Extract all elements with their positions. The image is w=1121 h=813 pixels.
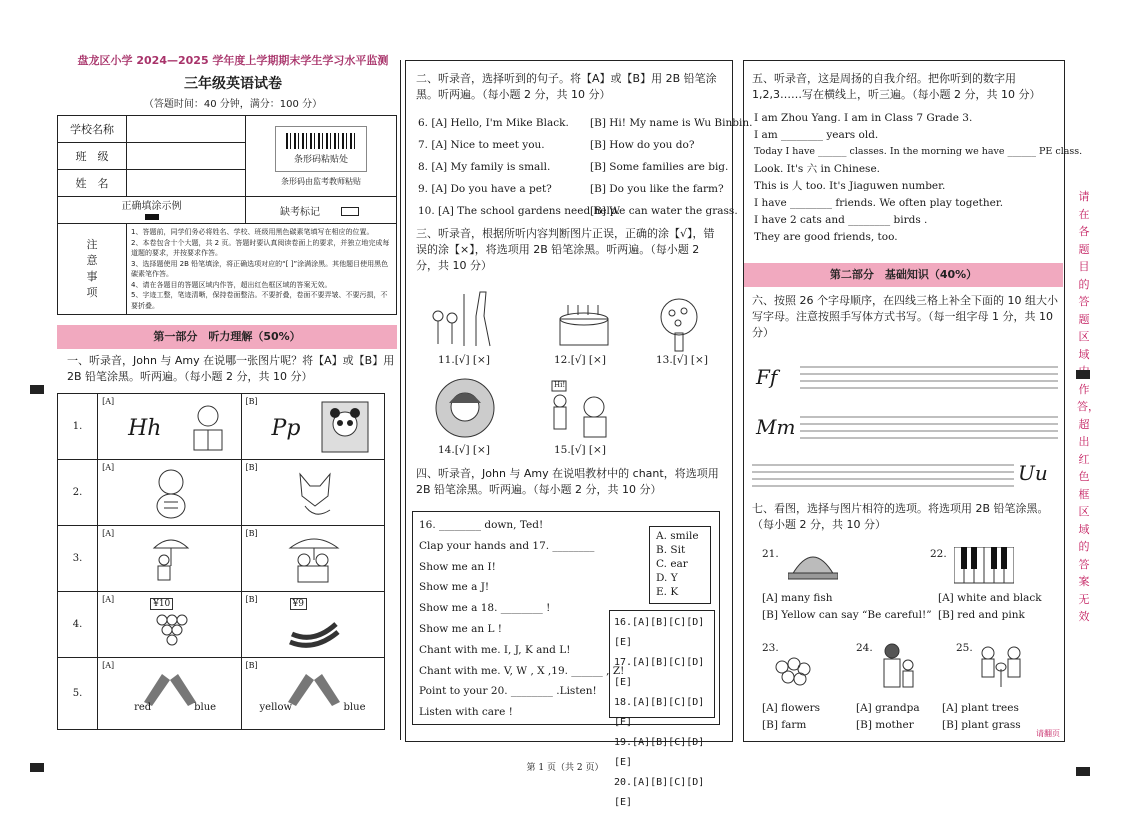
birthday-cake-icon [554,301,614,351]
four-line-grid [752,361,1058,491]
q-number: 22. [930,548,947,560]
opt-b-label: [B] [245,595,258,604]
option: B. Sit [656,544,686,556]
q-number: 21. [762,548,779,560]
price-tag: ¥9 [290,598,307,610]
option-b[interactable]: [B] We can water the grass. [590,205,738,217]
fill-example-label: 正确填涂示例 [121,201,182,212]
filled-box-icon [145,214,159,220]
letter-card: Hh [128,416,162,441]
option: A. smile [656,530,699,542]
notes-label: 注意事项 [86,238,98,299]
name-field[interactable] [127,170,246,197]
q-number: 24. [856,642,873,654]
boy-with-gift-icon [186,402,231,454]
left-column-border [400,60,401,740]
option-a[interactable]: [A] flowers [762,702,821,714]
color-word: blue [194,702,217,713]
q5-text [754,111,1083,247]
barcode-box [275,126,367,172]
q3-item [554,353,606,367]
option-a-cell[interactable] [98,592,241,658]
answer-row[interactable]: 17.[A][B][C][D][E] [614,657,705,688]
notes-list [127,224,397,315]
chant-line: Point to your 20. ________ .Listen! [419,685,597,698]
opt-b-label: [B] [245,463,258,472]
color-word: red [134,702,152,713]
q-number: 7. [418,139,429,151]
q2-item [418,204,738,226]
subject-title: 三年级英语试卷 [184,76,282,92]
left-column [57,115,397,735]
school-field[interactable] [127,116,246,143]
panda-icon [320,400,370,454]
kids-giraffe-icon [428,286,498,354]
part1-banner: 第一部分 听力理解（50%） [57,325,397,349]
fill-example [58,197,246,224]
chant-line: Show me a J! [419,581,490,594]
row-number: 3. [58,526,98,592]
option-a-cell[interactable] [98,460,241,526]
q1-heading: 一、听录音，John 与 Amy 在说哪一张图片呢？将【A】或【B】用 2B 铅笔涂黑。听两遍。（每小题 2 分，共 10 分） [67,354,395,383]
q-number: 15. [554,444,571,456]
q3-item [438,443,490,457]
color-word: blue [343,702,366,713]
chant-line: 16. ________ down, Ted! [419,519,544,531]
q1-picture-table [57,393,385,730]
absent-checkbox[interactable] [341,207,359,216]
q-number: 13. [656,354,673,366]
speech-bubble: Hi! [554,381,566,389]
q3-item [656,353,708,367]
class-field[interactable] [127,143,246,170]
option-b[interactable]: [B] How do you do? [590,139,695,151]
student-info-table [57,115,397,315]
paint-tubes-icon [140,666,200,706]
absent-label: 缺考标记 [280,206,320,218]
opt-a-label: [A] [102,595,115,604]
writing-grid[interactable] [752,361,1058,485]
option: C. ear [656,558,688,570]
q2-item [418,182,728,204]
color-word: yellow [259,702,293,713]
option-b[interactable]: [B] Do you like the farm? [590,183,724,195]
chant-options [649,526,711,604]
option-a[interactable]: [A] Nice to meet you. [431,139,545,151]
option: E. K [656,586,679,598]
option-a[interactable]: [A] grandpa [856,702,920,714]
q5-line: I have ________ friends. We often play together. [754,197,1004,209]
q6-heading: 六、按照 26 个字母顺序，在四线三格上补全下面的 10 组大小写字母。注意按照手写体方式书写。（每一组字母 1 分，共 10 分） [752,294,1058,339]
chant-line: Listen with care ! [419,706,513,719]
q5-line: I have 2 cats and ________ birds . [754,214,928,226]
option-b[interactable]: [B] farm [762,719,807,731]
row-number: 2. [58,460,98,526]
school-label: 学校名称 [58,116,127,143]
opt-b-label: [B] [245,397,258,406]
option-a[interactable]: [A] Do you have a pet? [431,183,552,195]
row-number: 5. [58,658,98,730]
mother-child-icon [878,641,918,691]
opt-a-label: [A] [102,529,115,538]
option-a[interactable]: [A] The school gardens need help. [438,205,620,217]
option-b-cell[interactable] [241,394,384,460]
option-a-cell[interactable] [98,658,241,730]
opt-b-label: [B] [245,661,258,670]
page-number: 第 1 页（共 2 页） [526,763,604,773]
q3-item [438,353,490,367]
q3-heading: 三、听录音，根据所听内容判断图片正误，正确的涂【√】，错误的涂【×】，将选项用 2B 铅笔涂黑。听两遍。（每小题 2 分，共 10 分） [416,227,715,272]
option-b[interactable]: [B] red and pink [938,609,1025,621]
q-number: 8. [418,161,429,173]
q5-line: I am ________ years old. [754,129,879,141]
q5-line: This is 人 too. It's Jiaguwen number. [754,180,946,192]
bananas-icon [286,612,342,652]
option-b[interactable]: [B] mother [856,719,914,731]
children-under-umbrella-icon [284,530,344,586]
row-number: 1. [58,394,98,460]
option-b[interactable]: [B] plant grass [942,719,1021,731]
q5-line: Look. It's 六 in Chinese. [754,163,880,175]
q5-line: I am Zhou Yang. I am in Class 7 Grade 3. [754,112,973,124]
fox-icon [290,466,340,520]
answer-grid [609,610,715,808]
q-number: 6. [418,117,429,129]
option-a[interactable]: [A] plant trees [942,702,1019,714]
chant-line: Chant with me. V, W , X ,19. ______ , Z! [419,664,625,677]
option: D. Y [656,572,678,584]
tf-mark[interactable]: [√] [×] [454,444,490,456]
tiger-icon [146,466,196,520]
row-number: 4. [58,592,98,658]
grapes-icon [150,610,190,654]
q-number: 14. [438,444,455,456]
chant-line: Show me an L ! [419,622,503,635]
chant-line: Clap your hands and 17. ________ [419,539,595,552]
option-a[interactable]: [A] white and black [938,592,1042,604]
tf-mark[interactable]: [√] [×] [454,354,490,366]
opt-a-label: [A] [102,661,115,670]
q2-item [418,138,728,160]
q-number: 9. [418,183,429,195]
example-letters: Mm [756,415,796,439]
option-b[interactable]: [B] Hi! My name is Wu Binbin. [590,117,753,129]
note-item: 1、答题前，同学们务必将姓名、学校、班级用黑色碳素笔填写在相应的位置。 [131,228,374,236]
q5-heading: 五、听录音，这是周扬的自我介绍。把你听到的数字用 1,2,3……写在横线上，听三遍。（每小题 2 分，共 10 分） [752,72,1041,101]
letter-card: Pp [271,416,301,441]
price-tag: ¥10 [150,598,173,610]
option-b[interactable]: [B] Some families are big. [590,161,729,173]
option-b-cell[interactable] [241,526,384,592]
girl-with-umbrella-icon [146,532,196,586]
opt-a-label: [A] [102,463,115,472]
position-marker [30,385,44,394]
flowers-icon [770,655,814,693]
children-planting-icon [976,641,1028,691]
paint-tubes-icon [284,666,344,706]
chant-lines [419,518,625,726]
tf-mark[interactable]: [√] [×] [570,444,606,456]
q2-item [418,160,728,182]
answer-row[interactable]: 19.[A][B][C][D][E] [614,737,705,768]
q-number: 12. [554,354,571,366]
opt-a-label: [A] [102,397,115,406]
note-item: 3、选择题使用 2B 铅笔填涂，将正确选项对应的“[ ]”涂满涂黑。其他题目使用黑色碳素笔作答。 [131,259,389,278]
note-item: 2、本卷包含十个大题，共 2 页。答题时要认真阅读卷面上的要求，并独立地完成每道题的要求，并按要求作答。 [131,238,390,257]
q2-list [418,116,753,226]
part2-banner: 第二部分 基础知识（40%） [744,263,1063,287]
position-marker [1076,767,1090,776]
name-label: 姓 名 [58,170,127,197]
option-a-cell[interactable] [98,526,241,592]
apple-tree-icon [654,297,704,353]
barcode-note: 条形码由监考教师粘贴 [281,176,361,186]
option-b[interactable]: [B] Yellow can say “Be careful!” [762,609,932,621]
q-number: 25. [956,642,973,654]
exam-title: 盘龙区小学 2024—2025 学年度上学期期末学生学习水平监测 [77,54,389,67]
tf-mark[interactable]: [√] [×] [672,354,708,366]
position-marker [30,763,44,772]
q7-heading: 七、看图，选择与图片相符的选项。将选项用 2B 铅笔涂黑。（每小题 2 分，共 10 分） [752,502,1049,531]
girl-portrait-icon [434,377,496,439]
example-letters: Uu [1018,461,1048,485]
turn-page-note: 请翻页 [1036,729,1060,738]
answer-row[interactable]: 16.[A][B][C][D][E] [614,617,705,648]
barcode-icon [286,133,356,149]
option-b-cell[interactable] [241,658,384,730]
q2-item [418,116,753,138]
notes-label-cell [58,224,127,315]
right-column [743,60,1083,742]
chant-line: Show me a 18. ________ ! [419,602,551,615]
q-number: 23. [762,642,779,654]
example-letters: Ff [756,365,778,389]
barcode-label: 条形码粘贴处 [293,154,348,165]
option-a-cell[interactable] [98,394,241,460]
q2-heading: 二、听录音，选择听到的句子。将【A】或【B】用 2B 铅笔涂黑。听两遍。（每小题 2 分，共 10 分） [416,72,717,101]
option-a[interactable]: [A] Hello, I'm Mike Black. [431,117,569,129]
class-label: 班 级 [58,143,127,170]
tf-mark[interactable]: [√] [×] [570,354,606,366]
option-a[interactable]: [A] many fish [762,592,833,604]
q4-heading: 四、听录音，John 与 Amy 在说唱教材中的 chant，将选项用 2B 铅笔涂黑。听两遍。（每小题 2 分，共 10 分） [416,467,719,496]
q-number: 10. [418,205,435,217]
barcode-area [246,116,397,197]
opt-b-label: [B] [245,529,258,538]
option-b-cell[interactable] [241,460,384,526]
note-item: 5、字迹工整，笔迹清晰，保持卷面整洁。不要折叠，卷面不要弄皱、不要污损，不要折叠。 [131,291,388,310]
position-marker [1076,370,1090,379]
q-number: 11. [438,354,455,366]
q3-item [554,443,606,457]
side-note: 请在各题目的答题区域 作答，超出红色框区域的答案无效 [1077,190,1099,623]
q5-line: Today I have ______ classes. In the morning we have ______ PE class. [754,146,1083,157]
note-item: 4、请在各题目的答题区域内作答，超出红色框区域的答案无效。 [131,280,332,289]
chant-line: Show me an I! [419,560,496,573]
absent-mark [246,197,397,224]
chant-line: Chant with me. I, J, K and L! [419,643,571,656]
option-b-cell[interactable] [241,592,384,658]
answer-row[interactable]: 20.[A][B][C][D][E] [614,777,705,808]
piano-keys-icon [954,547,1014,585]
answer-row[interactable]: 18.[A][B][C][D][E] [614,697,705,728]
option-a[interactable]: [A] My family is small. [431,161,551,173]
q5-line: They are good friends, too. [754,231,898,243]
safety-helmet-icon [788,545,838,585]
time-info: （答题时间：40 分钟，满分：100 分） [143,99,323,110]
